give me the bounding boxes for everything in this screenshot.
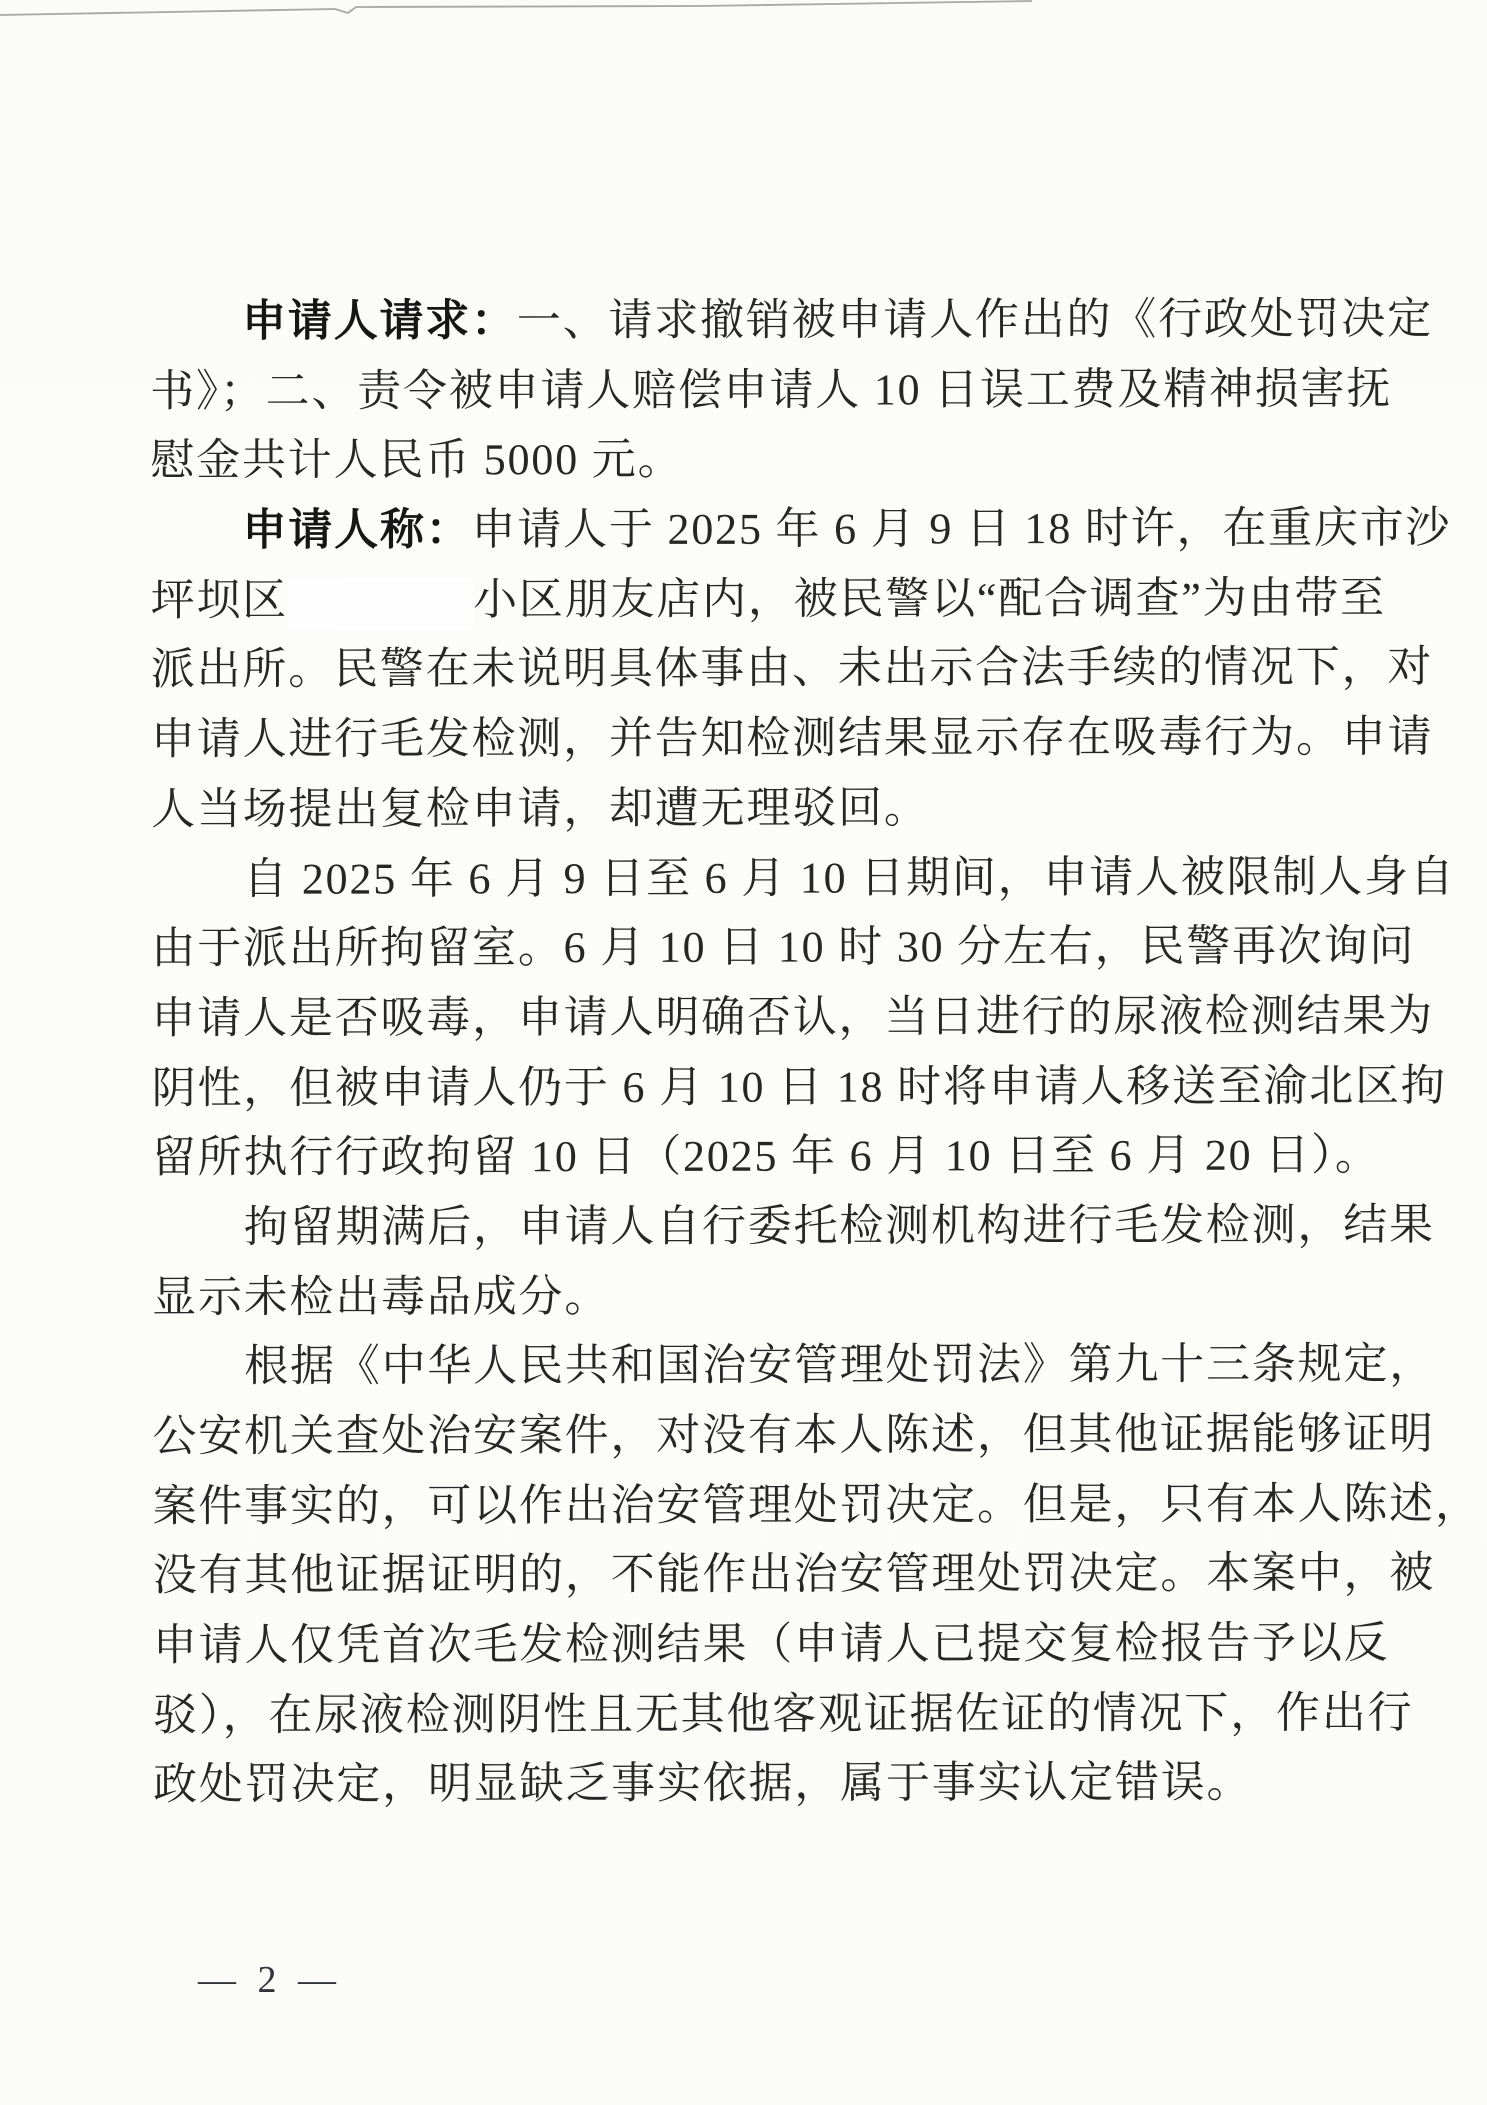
text-line-p2-l3: 派出所。民警在未说明具体事由、未出示合法手续的情况下，对 [150,642,1434,695]
text-line-p5-l7: 政处罚决定，明显缺乏事实依据，属于事实认定错误。 [153,1758,1253,1810]
text-after-redaction: 小区朋友店内，被民警以“配合调查”为由带至 [473,573,1386,625]
text-line-p3-l5: 留所执行行政拘留 10 日（2025 年 6 月 10 日至 6 月 20 日）。 [151,1130,1381,1183]
text-line-p2-l1: 申请人称：申请人于 2025 年 6 月 9 日 18 时许，在重庆市沙 [242,503,1452,555]
text-line-p1-l1: 申请人请求：一、请求撤销被申请人作出的《行政处罚决定 [242,294,1433,346]
text-line-p3-l4: 阴性，但被申请人仍于 6 月 10 日 18 时将申请人移送至渝北区拘 [151,1060,1447,1113]
text-line-p5-l5: 申请人仅凭首次毛发检测结果（申请人已提交复检报告予以反 [152,1618,1390,1671]
scan-artifact-line [0,0,1487,40]
bold-label: 申请人称： [242,505,472,555]
text-line-p1-l2: 书》；二、责令被申请人赔偿申请人 10 日误工费及精神损害抚 [150,364,1393,416]
text-line-p3-l3: 申请人是否吸毒，申请人明确否认，当日进行的尿液检测结果为 [151,991,1434,1043]
text-line-p2-l5: 人当场提出复检申请，却遭无理驳回。 [151,783,930,834]
text-line-p5-l3: 案件事实的，可以作出治安管理处罚决定。但是，只有本人陈述， [152,1478,1481,1531]
text-line-p4-l2: 显示未检出毒品成分。 [152,1271,611,1322]
text-line-p5-l1: 根据《中华人民共和国治安管理处罚法》第九十三条规定， [244,1339,1436,1392]
document-body [150,284,1481,1820]
page-number: — 2 — [198,1959,342,2001]
redacted-area [288,578,473,630]
text-line-p3-l2: 由于派出所拘留室。6 月 10 日 10 时 30 分左右，民警再次询问 [151,921,1416,974]
text-line-p2-l2 [150,563,1386,635]
text-line-p1-l3: 慰金共计人民币 5000 元。 [150,435,684,486]
text-line-p5-l6: 驳），在尿液检测阴性且无其他客观证据佐证的情况下，作出行 [152,1688,1414,1740]
text-line-p2-l4: 申请人进行毛发检测，并告知检测结果显示存在吸毒行为。申请 [150,712,1434,765]
text-line-p5-l4: 没有其他证据证明的，不能作出治安管理处罚决定。本案中，被 [152,1548,1436,1601]
text-line-p4-l1: 拘留期满后，申请人自行委托检测机构进行毛发检测，结果 [243,1200,1435,1252]
text-before-redaction: 坪坝区 [150,575,289,625]
text-line-p3-l1: 自 2025 年 6 月 9 日至 6 月 10 日期间，申请人被限制人身自 [243,851,1456,904]
text-line-p5-l2: 公安机关查处治安案件，对没有本人陈述，但其他证据能够证明 [152,1409,1435,1461]
bold-label: 申请人请求： [242,296,517,346]
